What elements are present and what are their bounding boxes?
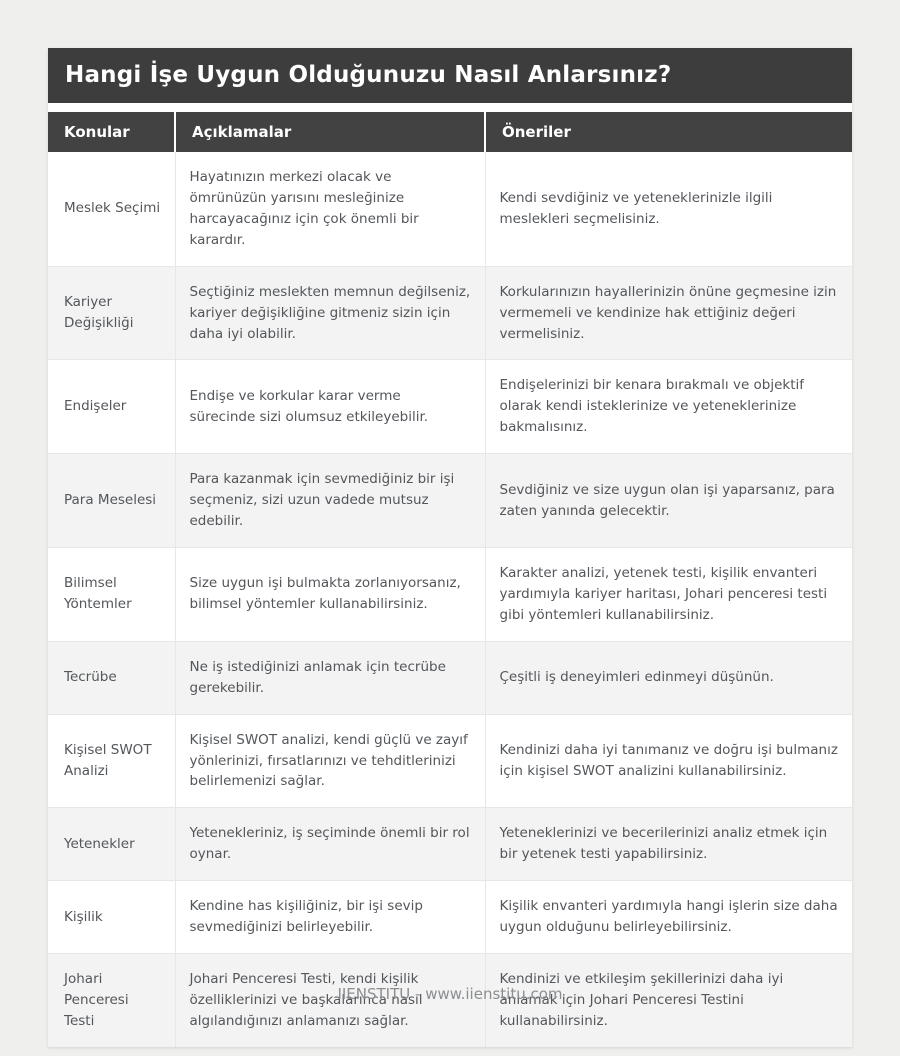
row-suggestion: Çeşitli iş deneyimleri edinmeyi düşünün. [485, 641, 852, 714]
row-description: Seçtiğiniz meslekten memnun değilseniz, kariyer değişikliğine gitmeniz sizin için daha iyi olabilir. [175, 266, 485, 360]
column-header-suggestions: Öneriler [485, 112, 852, 152]
row-suggestion: Kişilik envanteri yardımıyla hangi işlerin size daha uygun olduğunu belirleyebilirsiniz. [485, 881, 852, 954]
row-description: Hayatınızın merkezi olacak ve ömrünüzün yarısını mesleğinize harcayacağınız için çok önemli bir karardır. [175, 152, 485, 266]
row-description: Endişe ve korkular karar verme sürecinde sizi olumsuz etkileyebilir. [175, 360, 485, 454]
table-header-row [48, 112, 852, 152]
row-topic: Kişisel SWOT Analizi [48, 714, 175, 808]
table-row [48, 454, 852, 548]
row-description: Size uygun işi bulmakta zorlanıyorsanız, bilimsel yöntemler kullanabilirsiniz. [175, 547, 485, 641]
row-suggestion: Kendi sevdiğiniz ve yeteneklerinizle ilgili meslekleri seçmelisiniz. [485, 152, 852, 266]
row-suggestion: Kendinizi daha iyi tanımanız ve doğru işi bulmanız için kişisel SWOT analizini kullanabilirsiniz. [485, 714, 852, 808]
row-topic: Meslek Seçimi [64, 200, 161, 217]
row-description: Kişisel SWOT analizi, kendi güçlü ve zayıf yönlerinizi, fırsatlarınızı ve tehditlerinizi belirlemenizi sağlar. [175, 714, 485, 808]
row-topic: Para Meselesi [48, 454, 175, 548]
table-row [48, 547, 852, 641]
row-description: Yetenekleriniz, iş seçiminde önemli bir rol oynar. [175, 808, 485, 881]
row-suggestion: Korkularınızın hayallerinizin önüne geçmesine izin vermemeli ve kendinize hak ettiğiniz değeri vermelisiniz. [485, 266, 852, 360]
column-header-descriptions: Açıklamalar [175, 112, 485, 152]
table-row [48, 266, 852, 360]
row-description: Johari Penceresi Testi, kendi kişilik özelliklerinizi ve başkalarınca nasıl algılandığınızı anlamanızı sağlar. [175, 954, 485, 1047]
topics-table [48, 112, 852, 1047]
row-topic: Tecrübe [48, 641, 175, 714]
table-row [48, 714, 852, 808]
row-description: Kendine has kişiliğiniz, bir işi sevip sevmediğinizi belirleyebilir. [175, 881, 485, 954]
row-description: Para kazanmak için sevmediğiniz bir işi seçmeniz, sizi uzun vadede mutsuz edebilir. [175, 454, 485, 548]
row-topic: Kişilik [48, 881, 175, 954]
row-suggestion: Kendinizi ve etkileşim şekillerinizi daha iyi anlamak için Johari Penceresi Testini kullanabilirsiniz. [485, 954, 852, 1047]
row-suggestion: Endişelerinizi bir kenara bırakmalı ve objektif olarak kendi isteklerinize ve yeteneklerinize bakmalısınız. [485, 360, 852, 454]
content-card [48, 48, 852, 1047]
row-description: Ne iş istediğinizi anlamak için tecrübe gerekebilir. [175, 641, 485, 714]
title-divider [48, 103, 852, 112]
table-row [48, 360, 852, 454]
column-header-topics: Konular [48, 112, 175, 152]
row-suggestion: Sevdiğiniz ve size uygun olan işi yaparsanız, para zaten yanında gelecektir. [485, 454, 852, 548]
table-row [48, 641, 852, 714]
table-row [48, 808, 852, 881]
row-suggestion: Yeteneklerinizi ve becerilerinizi analiz etmek için bir yetenek testi yapabilirsiniz. [485, 808, 852, 881]
row-topic: Endişeler [48, 360, 175, 454]
row-suggestion: Karakter analizi, yetenek testi, kişilik envanteri yardımıyla kariyer haritası, Johari penceresi testi gibi yöntemleri kullanabilirsiniz. [485, 547, 852, 641]
row-topic: Kariyer Değişikliği [48, 266, 175, 360]
row-topic: Johari Penceresi Testi [48, 954, 175, 1047]
table-row [48, 881, 852, 954]
row-topic: Bilimsel Yöntemler [48, 547, 175, 641]
row-topic: Yetenekler [48, 808, 175, 881]
table-row [48, 152, 852, 266]
footer-branding: IIENSTITU - www.iienstitu.com [337, 985, 563, 1003]
page-title: Hangi İşe Uygun Olduğunuzu Nasıl Anlarsınız? [48, 48, 852, 103]
